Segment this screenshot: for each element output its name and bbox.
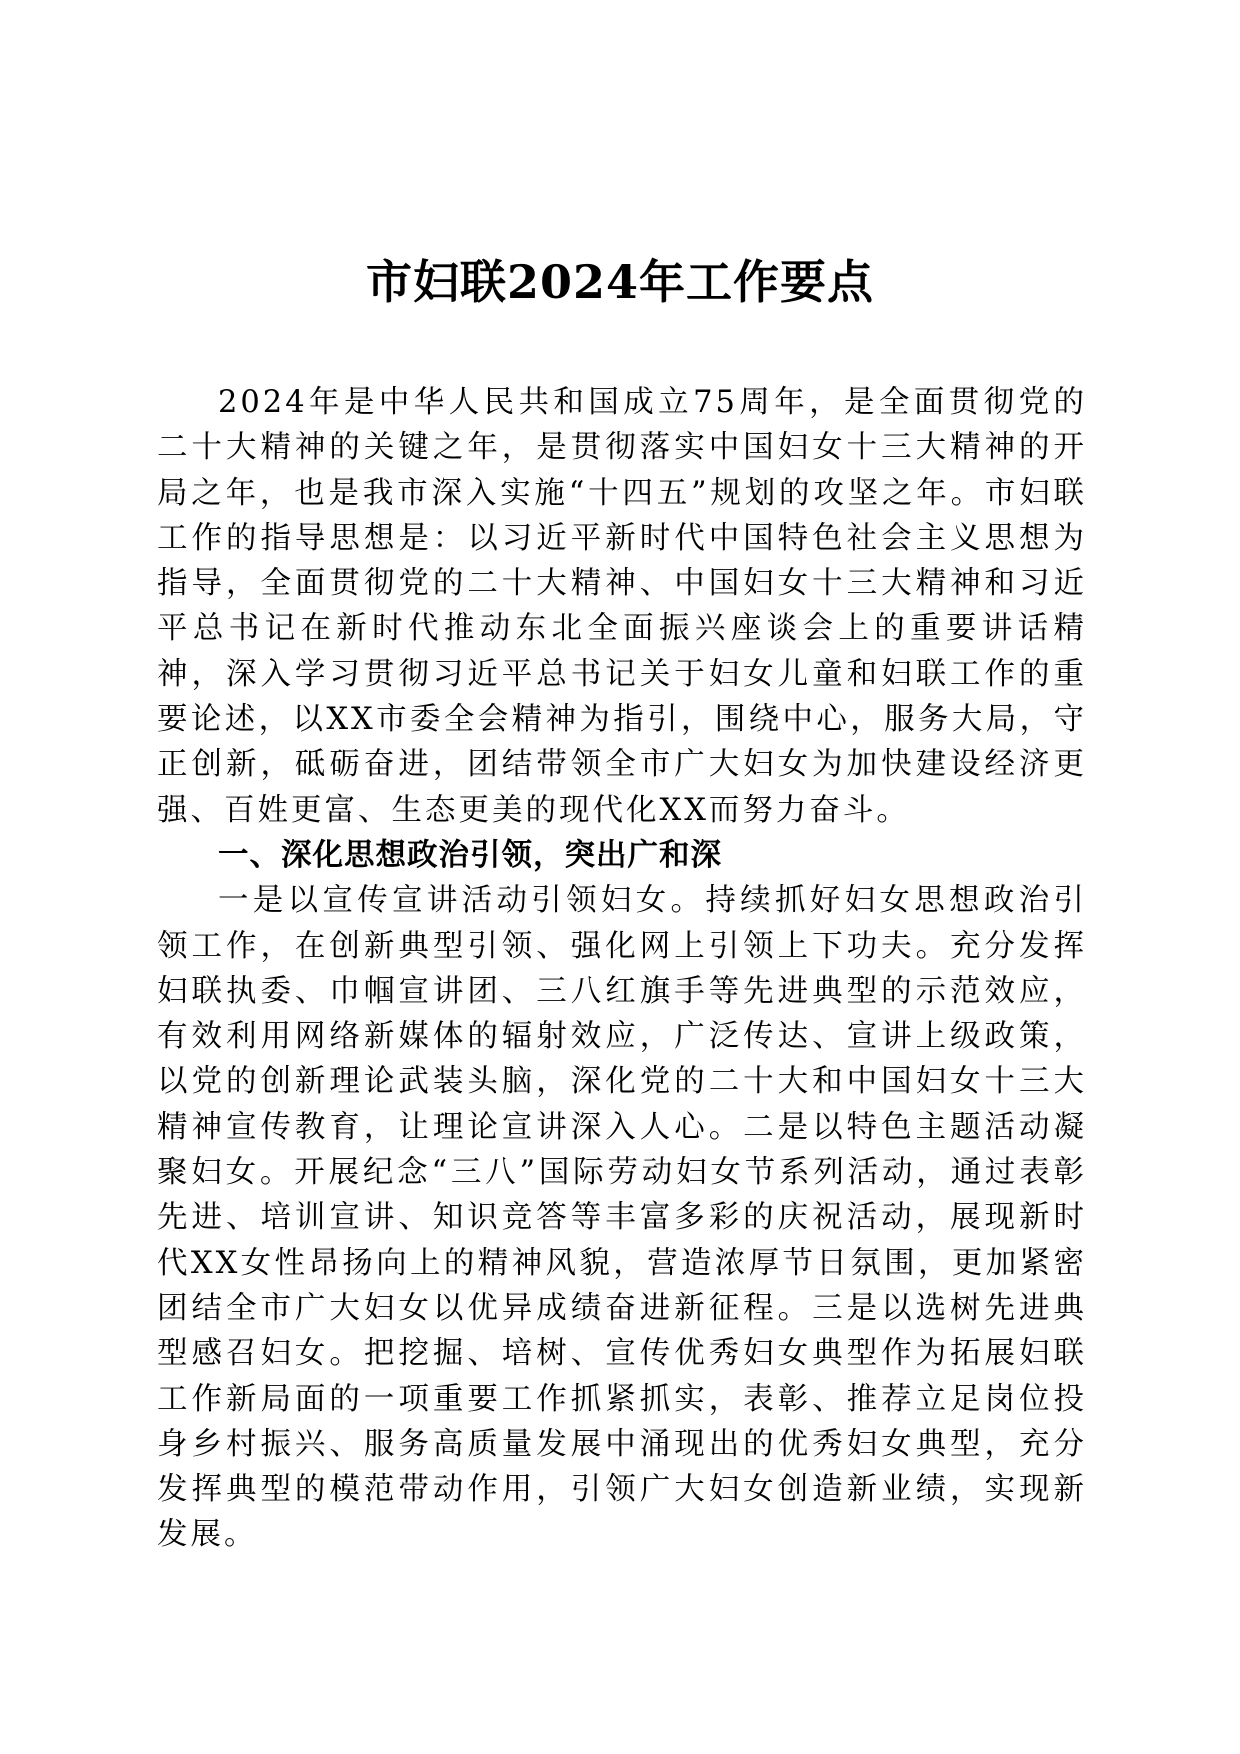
- document-title: 市妇联2024年工作要点: [365, 255, 875, 309]
- section-1-paragraph: 一是以宣传宣讲活动引领妇女。持续抓好妇女思想政治引领工作，在创新典型引领、强化网上引领上下功夫。充分发挥妇联执委、巾帼宣讲团、三八红旗手等先进典型的示范效应，有效利用网络新媒体的辐射效应，广泛传达、宣讲上级政策，以党的创新理论武装头脑，深化党的二十大和中国妇女十三大精神宣传教育，让理论宣讲深入人心。二是以特色主题活动凝聚妇女。开展纪念“三八”国际劳动妇女节系列活动，通过表彰先进、培训宣讲、知识竞答等丰富多彩的庆祝活动，展现新时代XX女性昂扬向上的精神风貌，营造浓厚节日氛围，更加紧密团结全市广大妇女以优异成绩奋进新征程。三是以选树先进典型感召妇女。把挖掘、培树、宣传优秀妇女典型作为拓展妇联工作新局面的一项重要工作抓紧抓实，表彰、推荐立足岗位投身乡村振兴、服务高质量发展中涌现出的优秀妇女典型，充分发挥典型的模范带动作用，引领广大妇女创造新业绩，实现新发展。: [157, 883, 1087, 1553]
- document-body: [157, 380, 1087, 1558]
- section-1-heading: 一、深化思想政治引领，突出广和深: [218, 837, 722, 873]
- intro-paragraph: 2024年是中华人民共和国成立75周年，是全面贯彻党的二十大精神的关键之年，是贯彻落实中国妇女十三大精神的开局之年，也是我市深入实施“十四五”规划的攻坚之年。市妇联工作的指导思想是：以习近平新时代中国特色社会主义思想为指导，全面贯彻党的二十大精神、中国妇女十三大精神和习近平总书记在新时代推动东北全面振兴座谈会上的重要讲话精神，深入学习贯彻习近平总书记关于妇女儿童和妇联工作的重要论述，以XX市委全会精神为指引，围绕中心，服务大局，守正创新，砥砺奋进，团结带领全市广大妇女为加快建设经济更强、百姓更富、生态更美的现代化XX而努力奋斗。: [157, 385, 1087, 828]
